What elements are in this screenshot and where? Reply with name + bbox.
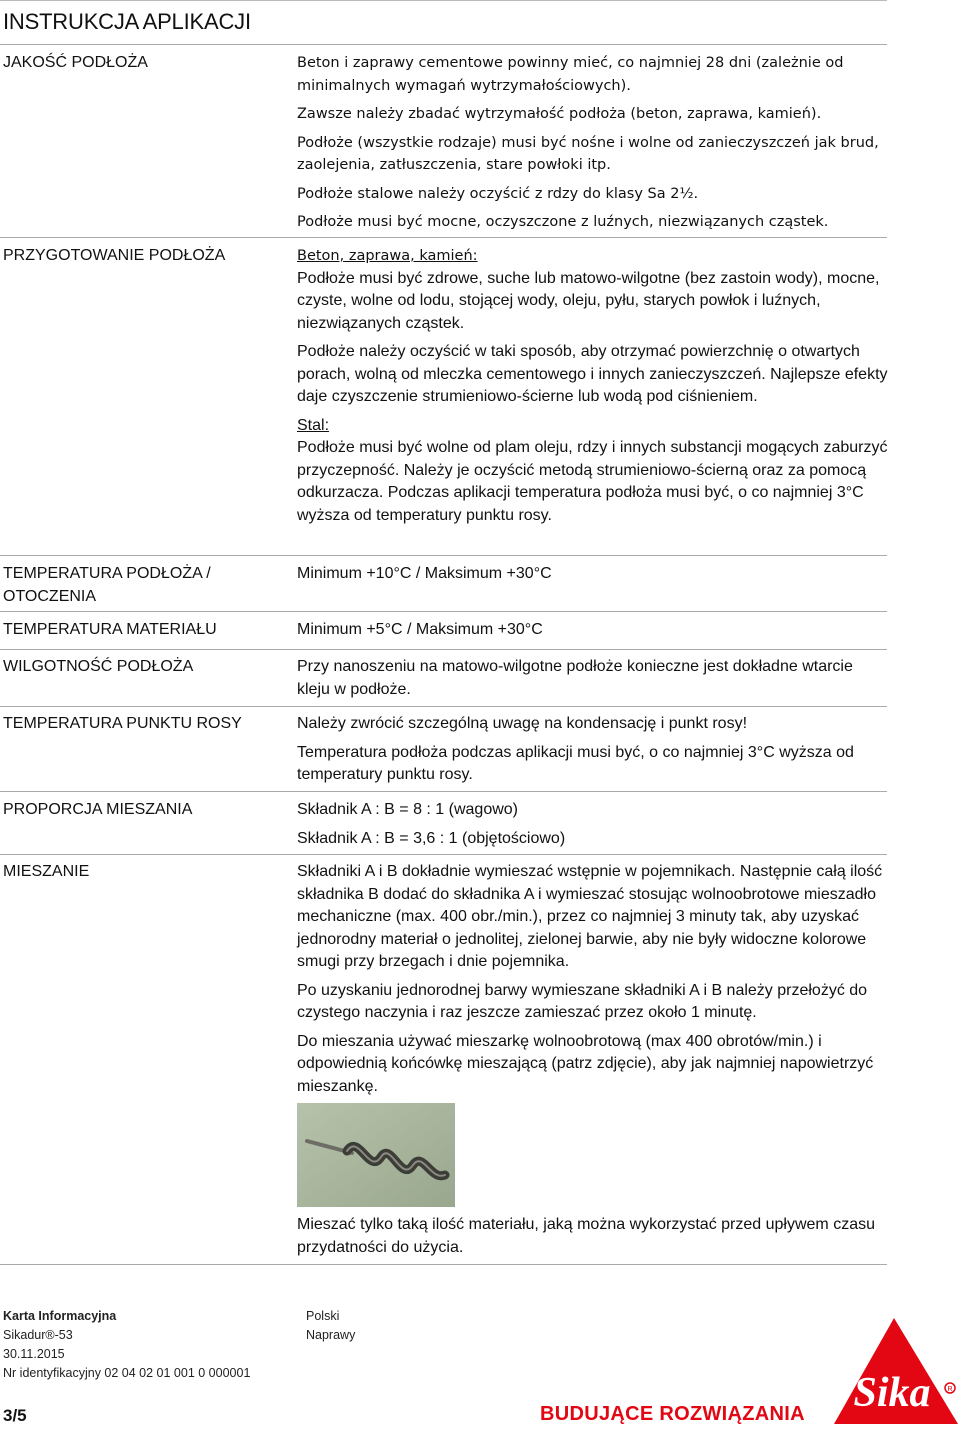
label-temperatura-materialu: TEMPERATURA MATERIAŁU <box>3 621 217 638</box>
punkt-rosy-line-2: Temperatura podłoża podczas aplikacji musi być, o co najmniej 3°C wyższa od temperatury punktu rosy. <box>297 743 854 783</box>
divider <box>0 44 887 45</box>
value-temperatura-podloza: Minimum +10°C / Maksimum +30°C <box>297 565 552 582</box>
mieszanie-p4: Mieszać tylko taką ilość materiału, jaką można wykorzystać przed upływem czasu przydatności do użycia. <box>297 1216 875 1256</box>
label-temperatura-punktu-rosy: TEMPERATURA PUNKTU ROSY <box>3 715 242 732</box>
sika-logo-icon <box>832 1316 960 1428</box>
proporcja-objetosciowo: Składnik A : B = 3,6 : 1 (objętościowo) <box>297 829 566 847</box>
divider <box>0 791 887 792</box>
stal-heading: Stal: <box>297 416 330 434</box>
footer-doc-info <box>3 1307 250 1383</box>
value-wilgotnosc-podloza: Przy nanoszeniu na matowo-wilgotne podłoże konieczne jest dokładne wtarcie kleju w podłoże. <box>297 658 853 698</box>
jakosc-line: Podłoże stalowe należy oczyścić z rdzy do klasy Sa 2½. <box>297 185 699 202</box>
jakosc-line: Zawsze należy zbadać wytrzymałość podłoża (beton, zaprawa, kamień). <box>297 106 822 122</box>
label-temperatura-podloza: TEMPERATURA PODŁOŻA / OTOCZENIA <box>3 565 211 605</box>
value-mieszanie <box>297 861 889 1104</box>
label-mieszanie: MIESZANIE <box>3 863 90 880</box>
footer-product: Sikadur®-53 <box>3 1328 73 1342</box>
label-wilgotnosc-podloza: WILGOTNOŚĆ PODŁOŻA <box>3 658 194 675</box>
value-jakosc-podloza <box>297 52 889 240</box>
footer-category: Naprawy <box>306 1328 356 1342</box>
proporcja-wagowo: Składnik A : B = 8 : 1 (wagowo) <box>297 801 519 818</box>
footer-slogan: BUDUJĄCE ROZWIĄZANIA <box>540 1403 805 1425</box>
mieszanie-p1: Składniki A i B dokładnie wymieszać wstępnie w pojemnikach. Następnie całą ilość składnika B dodać do składnika A i wymieszać stosując wolnoobrotowe mieszadło mechaniczne (max. 400 obr./min.), przez co najmniej 3 minuty tak, aby uzyskać jednorodny materiał o jednolitej, zielonej barwie, aby nie były widoczne kolorowe smugi przy brzegach i dnie pojemnika. <box>297 863 883 970</box>
punkt-rosy-line-1: Należy zwrócić szczególną uwagę na kondensację i punkt rosy! <box>297 715 748 732</box>
footer-meta <box>306 1307 355 1345</box>
footer-date: 30.11.2015 <box>3 1347 65 1361</box>
divider <box>0 649 887 650</box>
jakosc-line: Podłoże (wszystkie rodzaje) musi być nośne i wolne od zanieczyszczeń jak brud, zaolejenia, zatłuszczenia, stare powłoki itp. <box>297 134 879 173</box>
divider <box>0 237 887 238</box>
footer-id: Nr identyfikacyjny 02 04 02 01 001 0 000001 <box>3 1366 251 1380</box>
mieszanie-p3: Do mieszania używać mieszarkę wolnoobrotową (max 400 obrotów/min.) i odpowiednią końcówkę mieszającą (patrz zdjęcie), aby jak najmniej napowietrzyć mieszankę. <box>297 1032 874 1095</box>
stal-text: Podłoże musi być wolne od plam oleju, rdzy i innych substancji mogących zaburzyć przyczepność. Należy je oczyścić metodą strumieniowo-ścierną oraz za pomocą odkurzacza. Podczas aplikacji temperatura podłoża musi być, o co najmniej 3°C wyższa od temperatury punktu rosy. <box>297 439 888 524</box>
label-jakosc-podloza: JAKOŚĆ PODŁOŻA <box>3 54 148 71</box>
sika-logo <box>832 1316 960 1428</box>
mixing-paddle-icon <box>297 1103 455 1207</box>
divider <box>0 706 887 707</box>
value-przygotowanie-podloza <box>297 245 889 533</box>
beton-text-2: Podłoże należy oczyścić w taki sposób, aby otrzymać powierzchnię o otwartych porach, wolną od mleczka cementowego i innych zanieczyszczeń. Najlepsze efekty daje czyszczenie strumieniowo-ścierne lub wodą pod ciśnieniem. <box>297 343 888 405</box>
label-przygotowanie-podloza: PRZYGOTOWANIE PODŁOŻA <box>3 247 226 264</box>
jakosc-line: Podłoże musi być mocne, oczyszczone z luźnych, niezwiązanych cząstek. <box>297 214 829 230</box>
divider <box>0 611 887 612</box>
value-temperatura-materialu: Minimum +5°C / Maksimum +30°C <box>297 621 543 638</box>
beton-heading: Beton, zaprawa, kamień: <box>297 248 478 264</box>
top-rule <box>0 0 887 1</box>
label-proporcja-mieszania: PROPORCJA MIESZANIA <box>3 801 193 818</box>
mixing-paddle-photo <box>297 1103 455 1207</box>
footer-doc-type: Karta Informacyjna <box>3 1309 117 1323</box>
svg-text:R: R <box>947 1386 953 1393</box>
sika-logo-text: Sika <box>853 1370 931 1416</box>
beton-text: Podłoże musi być zdrowe, suche lub matowo-wilgotne (bez zastoin wody), mocne, czyste, wolne od lodu, stojącej wody, oleju, pyłu, starych powłok i luźnych, niezwiązanych cząstek. <box>297 269 880 332</box>
value-temperatura-punktu-rosy <box>297 713 889 793</box>
divider <box>0 1264 887 1265</box>
mieszanie-p2: Po uzyskaniu jednorodnej barwy wymieszane składniki A i B należy przełożyć do czystego naczynia i raz jeszcze zamieszać przez około 1 minutę. <box>297 981 868 1021</box>
divider <box>0 555 887 556</box>
page-title: INSTRUKCJA APLIKACJI <box>3 9 251 34</box>
divider <box>0 854 887 855</box>
page-number: 3/5 <box>3 1406 27 1425</box>
footer-language: Polski <box>306 1309 340 1323</box>
jakosc-line: Beton i zaprawy cementowe powinny mieć, co najmniej 28 dni (zależnie od minimalnych wymagań wytrzymałościowych). <box>297 55 844 94</box>
value-mieszanie-note <box>297 1214 889 1265</box>
value-proporcja-mieszania <box>297 799 889 856</box>
